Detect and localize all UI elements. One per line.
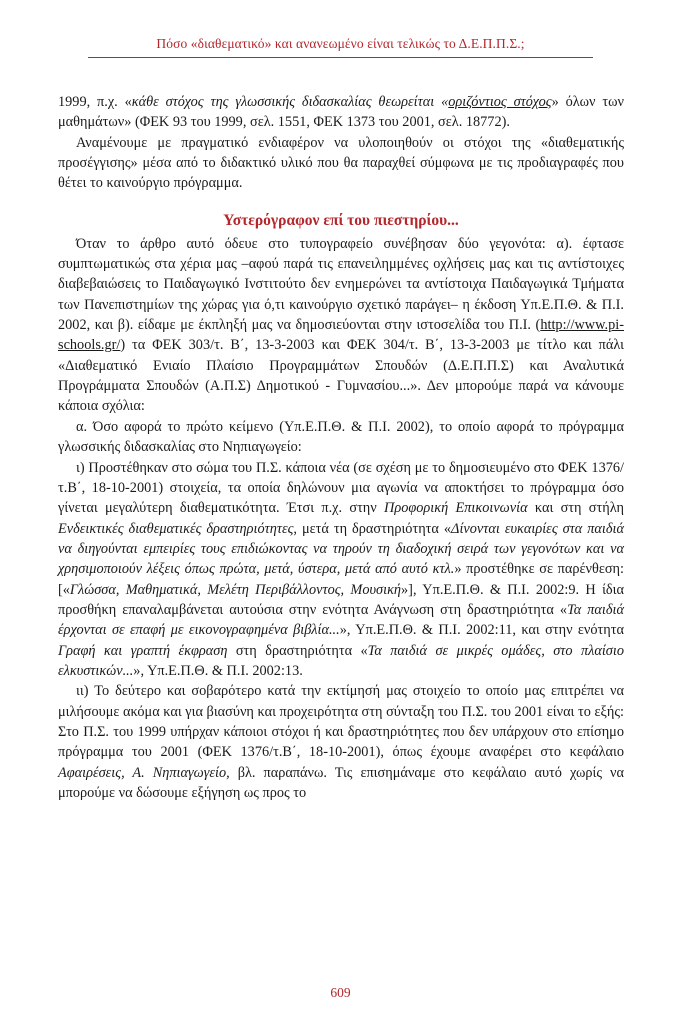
running-head: Πόσο «διαθεματικό» και ανανεωμένο είναι τελικώς το Δ.Ε.Π.Π.Σ.; [156,36,525,51]
page-number: 609 [330,985,351,1000]
paragraph-1: 1999, π.χ. «κάθε στόχος της γλωσσικής διδασκαλίας θεωρείται «οριζόντιος στόχος» όλων των μαθημάτων» (ΦΕΚ 93 του 1999, σελ. 1551, ΦΕΚ 1373 του 2001, σελ. 18772). [58,94,624,131]
paragraph-4: α. Όσο αφορά το πρώτο κείμενο (Υπ.Ε.Π.Θ. & Π.Ι. 2002), το οποίο αφορά το πρόγραμμα γλωσσικής διδασκαλίας στο Νηπιαγωγείο: [58,418,624,456]
paragraph-5: ι) Προστέθηκαν στο σώμα του Π.Σ. κάποια νέα (σε σχέση με το δημοσιευμένο στο ΦΕΚ 1376/τ.Β΄, 18-10-2001) στοιχεία, τα οποία δηλώνουν μια αγωνία να αποκτήσει το πρόγραμμα όσο γίνεται μεγαλύτερη διαθεματικότητα. Έτσι π.χ. στην Προφορική Επικοινωνία και στη στήλη Ενδεικτικές διαθεματικές δραστηριότητες, μετά τη δραστηριότητα «Δίνονται ευκαιρίες στα παιδιά να διηγούνται εμπειρίες τους επιδιώκοντας να τηρούν τη διαδοχική σειρά των γεγονότων και να χρησιμοποιούν λέξεις όπως πρώτα, μετά, ύστερα, μετά από αυτό κτλ.» προστέθηκε σε παρένθεση: [«Γλώσσα, Μαθηματικά, Μελέτη Περιβάλλοντος, Μουσική»], Υπ.Ε.Π.Θ. & Π.Ι. 2002:9. Η ίδια προσθήκη επαναλαμβάνεται αυτούσια στην ενότητα Ανάγνωση στη δραστηριότητα «Τα παιδιά έρχονται σε επαφή με εικονογραφημένα βιβλία...», Υπ.Ε.Π.Θ. & Π.Ι. 2002:11, και στην ενότητα Γραφή και γραπτή έκφραση στη δραστηριότητα «Τα παιδιά σε μικρές ομάδες, στο πλαίσιο ελκυστικών...», Υπ.Ε.Π.Θ. & Π.Ι. 2002:13. [58,459,625,679]
paragraph-6: ιι) Το δεύτερο και σοβαρότερο κατά την εκτίμησή μας στοιχείο το οποίο μας επιτρέπει να μιλήσουμε ακόμα και για βιασύνη και προχειρότητα στη σύνταξη του Π.Σ. του 2001 είναι το εξής: Στο Π.Σ. του 1999 υπήρχαν κάποιοι στόχοι ή και δραστηριότητες που δεν υπάρχουν στο επίσημο πρόγραμμα του 2001 (ΦΕΚ 1376/τ.Β΄, 18-10-2001), όπως έχουμε αναφέρει στο κεφάλαιο Αφαιρέσεις, Α. Νηπιαγωγείο, βλ. παραπάνω. Τις επισημάναμε στο κεφάλαιο αυτό χωρίς να μπορούμε να δώσουμε εξήγηση ως προς το [58,683,625,801]
paragraph-3: Όταν το άρθρο αυτό όδευε στο τυπογραφείο συνέβησαν δύο γεγονότα: α). έφτασε συμπτωματικώς στα χέρια μας –αφού παρά τις επανειλημμένες οχλήσεις μας και τις αντίστοιχες διαβεβαιώσεις το Παιδαγωγικό Ινστιτούτο δεν ενημερώνει τα αντίστοιχα Παιδαγωγικά Τμήματα των Πανεπιστημίων της χώρας για ό,τι καινούργιο σχετικό παράγει– η έκδοση Υπ.Ε.Π.Θ. & Π.Ι. 2002, και β). είδαμε με έκπληξή μας να δημοσιεύονται στην ιστοσελίδα του Π.Ι. (http://www.pi-schools.gr/) τα ΦΕΚ 303/τ. Β΄, 13-3-2003 και ΦΕΚ 304/τ. Β΄, 13-3-2003 με τίτλο και πάλι «Διαθεματικό Ενιαίο Πλαίσιο Προγραμμάτων Σπουδών (Δ.Ε.Π.Π.Σ) και Αναλυτικά Προγράμματα Σπουδών (Α.Π.Σ) Δημοτικού - Γυμνασίου...». Δεν μπορούμε παρά να κάνουμε κάποια σχόλια: [58,235,624,415]
section-title: Υστερόγραφον επί του πιεστηρίου... [223,211,459,229]
header-rule [88,57,593,58]
paragraph-2: Αναμένουμε με πραγματικό ενδιαφέρον να υλοποιηθούν οι στόχοι της «διαθεματικής προσέγγισης» μέσα από το διδακτικό υλικό που θα παραχθεί σύμφωνα με τις προδιαγραφές που θέτει το καινούργιο πρόγραμμα. [58,134,624,192]
body-text [58,92,624,803]
pi-schools-link[interactable]: http://www.pi-schools.gr/ [58,317,624,354]
